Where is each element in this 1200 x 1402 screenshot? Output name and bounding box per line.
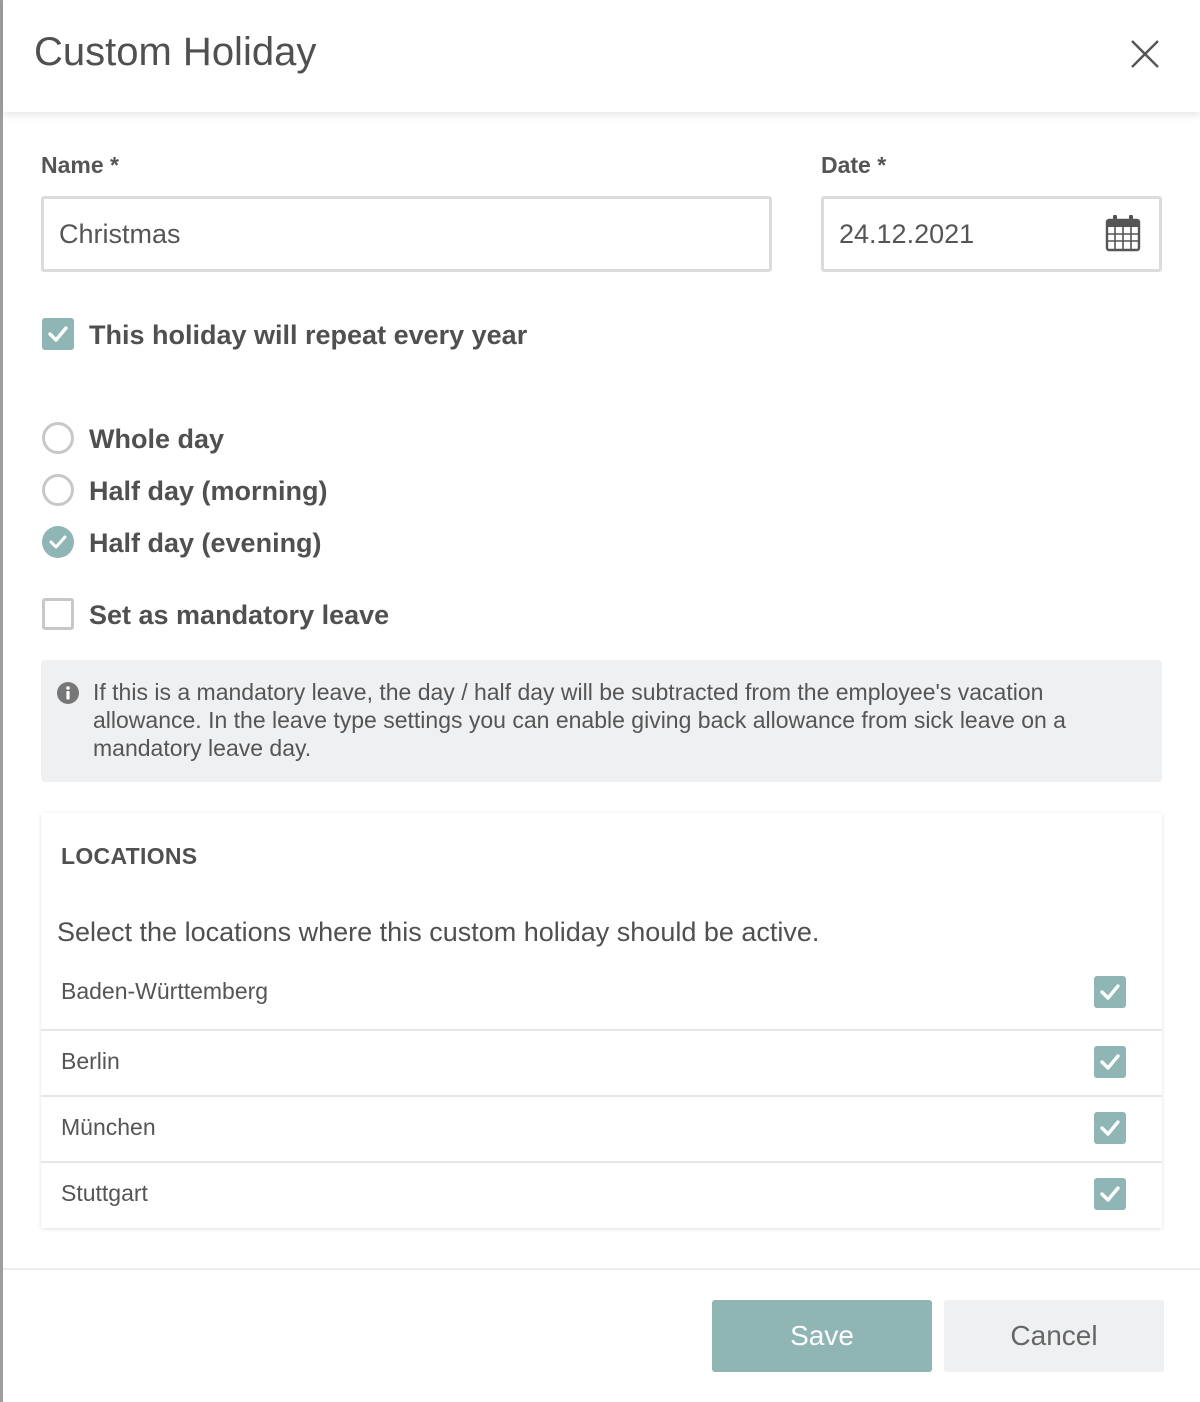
radio-half-day-morning[interactable]: [42, 474, 74, 506]
dialog-title: Custom Holiday: [34, 30, 317, 74]
locations-title: LOCATIONS: [61, 843, 198, 869]
window-edge: [0, 0, 3, 1402]
location-name: Berlin: [61, 1048, 120, 1074]
locations-panel: [41, 813, 1162, 1228]
footer-divider: [3, 1268, 1200, 1270]
info-text: If this is a mandatory leave, the day / half day will be subtracted from the employee's vacation allowance. In the leave type settings you can enable giving back allowance from sick leave on a mandatory leave day.: [93, 679, 1066, 761]
repeat-checkbox[interactable]: [42, 318, 74, 350]
location-checkbox-berlin[interactable]: [1094, 1046, 1126, 1078]
location-checkbox-muenchen[interactable]: [1094, 1112, 1126, 1144]
radio-whole-day[interactable]: [42, 422, 74, 454]
mandatory-checkbox[interactable]: [42, 598, 74, 630]
radio-label-half-day-evening: Half day (evening): [89, 528, 322, 558]
checkmark-icon: [1099, 982, 1121, 1002]
location-name: München: [61, 1114, 156, 1140]
location-row-berlin[interactable]: [41, 1029, 1162, 1095]
checkmark-icon: [1099, 1052, 1121, 1072]
location-row-baden-wuerttemberg[interactable]: [41, 961, 1162, 1027]
name-label: Name *: [41, 152, 119, 178]
cancel-button[interactable]: Cancel: [944, 1300, 1164, 1372]
radio-half-day-evening[interactable]: [42, 526, 74, 558]
save-button[interactable]: Save: [712, 1300, 932, 1372]
location-name: Baden-Württemberg: [61, 978, 269, 1004]
radio-label-whole-day: Whole day: [89, 424, 225, 454]
mandatory-label: Set as mandatory leave: [89, 600, 390, 630]
repeat-label: This holiday will repeat every year: [89, 320, 528, 350]
checkmark-icon: [49, 534, 67, 550]
radio-label-half-day-morning: Half day (morning): [89, 476, 328, 506]
info-box: [41, 660, 1162, 782]
name-input[interactable]: [41, 196, 772, 272]
close-icon[interactable]: [1123, 33, 1163, 73]
checkmark-icon: [47, 324, 69, 344]
location-row-muenchen[interactable]: [41, 1095, 1162, 1161]
calendar-icon[interactable]: [1105, 214, 1141, 252]
location-checkbox-baden-wuerttemberg[interactable]: [1094, 976, 1126, 1008]
location-checkbox-stuttgart[interactable]: [1094, 1178, 1126, 1210]
date-label: Date *: [821, 152, 887, 178]
location-row-stuttgart[interactable]: [41, 1161, 1162, 1227]
locations-description: Select the locations where this custom holiday should be active.: [57, 917, 820, 947]
location-name: Stuttgart: [61, 1180, 148, 1206]
checkmark-icon: [1099, 1118, 1121, 1138]
dialog-header: [3, 0, 1200, 112]
checkmark-icon: [1099, 1184, 1121, 1204]
info-icon: [57, 682, 79, 704]
